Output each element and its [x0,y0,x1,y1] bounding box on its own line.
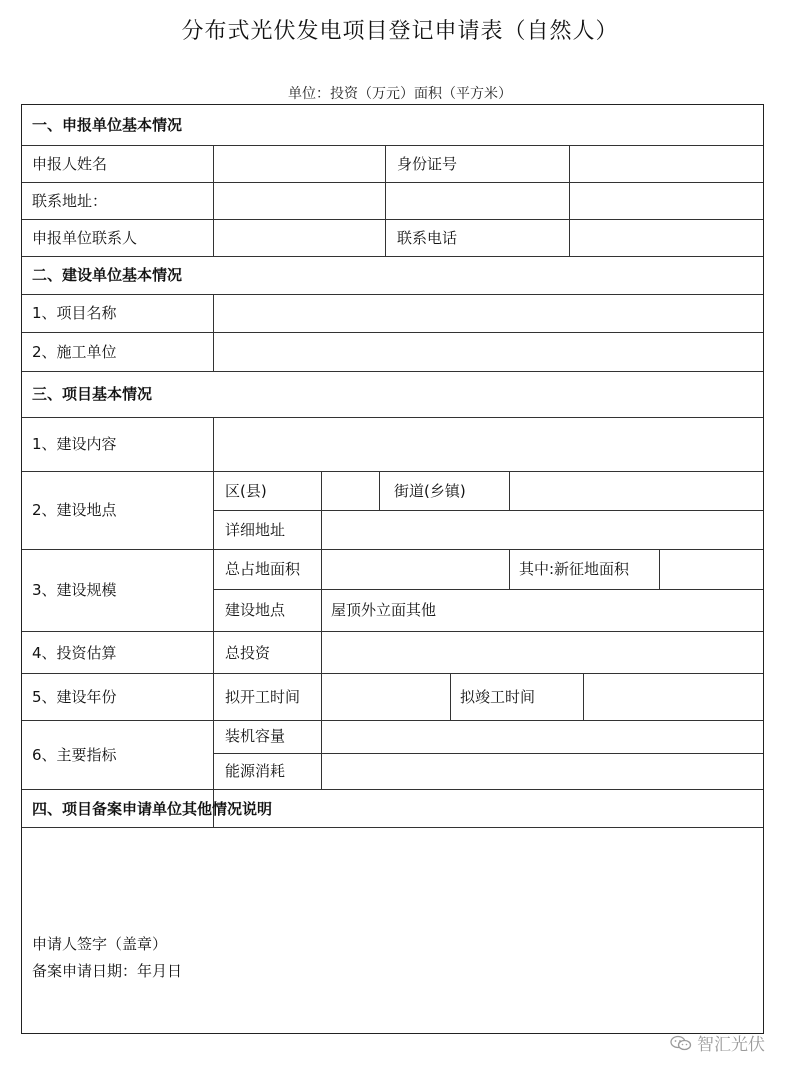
watermark-text: 智汇光伏 [697,1035,765,1055]
new-land-area-label: 其中:新征地面积 [519,560,630,578]
row-divider [22,256,763,257]
finish-time-label: 拟竣工时间 [460,688,536,706]
contact-address-label: 联系地址： [32,192,108,210]
col-divider [509,549,510,589]
col-divider [450,673,451,720]
id-number-field[interactable] [570,146,763,182]
watermark [670,1030,765,1055]
new-land-area-field[interactable] [660,550,763,589]
street-label: 街道(乡镇) [394,482,466,500]
detail-address-label: 详细地址 [225,521,286,539]
section-header-builder: 二、建设单位基本情况 [32,266,183,284]
investment-label: 4、投资估算 [32,644,117,662]
project-name-label: 1、项目名称 [32,304,117,322]
installed-capacity-label: 装机容量 [225,727,286,745]
build-content-field[interactable] [214,418,763,471]
build-location-label: 2、建设地点 [32,501,117,519]
site-label: 建设地点 [225,601,286,619]
col-divider [213,417,214,827]
district-label: 区(县) [225,482,267,500]
total-investment-field[interactable] [322,632,763,673]
section-header-other-notes: 四、项目备案申请单位其他情况说明 [32,800,273,818]
contact-person-field[interactable] [214,220,385,256]
col-divider [385,219,386,256]
project-name-field[interactable] [214,295,763,332]
build-year-label: 5、建设年份 [32,688,117,706]
row-divider [22,371,763,372]
row-divider [22,789,763,790]
section-header-project: 三、项目基本情况 [32,385,153,403]
finish-time-field[interactable] [584,674,763,720]
applicant-name-label: 申报人姓名 [32,155,108,173]
street-field[interactable] [510,472,763,510]
signature-label: 申请人签字（盖章） [32,935,168,953]
form-title: 分布式光伏发电项目登记申请表（自然人） [181,19,619,44]
start-time-label: 拟开工时间 [225,688,301,706]
applicant-name-field[interactable] [214,146,385,182]
contact-address-field[interactable] [214,183,763,219]
contractor-label: 2、施工单位 [32,343,117,361]
id-number-label: 身份证号 [397,155,458,173]
contact-person-label: 申报单位联系人 [32,229,138,247]
application-date-label: 备案申请日期：年月日 [32,962,183,980]
build-content-label: 1、建设内容 [32,435,117,453]
wechat-icon [670,1035,692,1051]
detail-address-field[interactable] [322,511,763,549]
main-indicators-label: 6、主要指标 [32,746,117,764]
col-divider [385,145,386,182]
contractor-field[interactable] [214,333,763,371]
installed-capacity-field[interactable] [322,721,763,753]
site-options[interactable]: 屋顶外立面其他 [331,601,437,619]
energy-consumption-field[interactable] [322,754,763,789]
start-time-field[interactable] [322,674,450,720]
row-divider [213,589,763,590]
energy-consumption-label: 能源消耗 [225,762,286,780]
build-scale-label: 3、建设规模 [32,581,117,599]
col-divider [379,471,380,510]
total-investment-label: 总投资 [225,644,271,662]
other-notes-area[interactable] [23,828,763,1028]
contact-phone-field[interactable] [570,220,763,256]
total-area-field[interactable] [322,550,509,589]
section-header-applicant: 一、申报单位基本情况 [32,116,183,134]
unit-note: 单位：投资（万元）面积（平方米） [288,86,512,102]
contact-phone-label: 联系电话 [397,229,458,247]
district-field[interactable] [322,472,379,510]
total-area-label: 总占地面积 [225,560,301,578]
registration-form [21,104,764,1034]
